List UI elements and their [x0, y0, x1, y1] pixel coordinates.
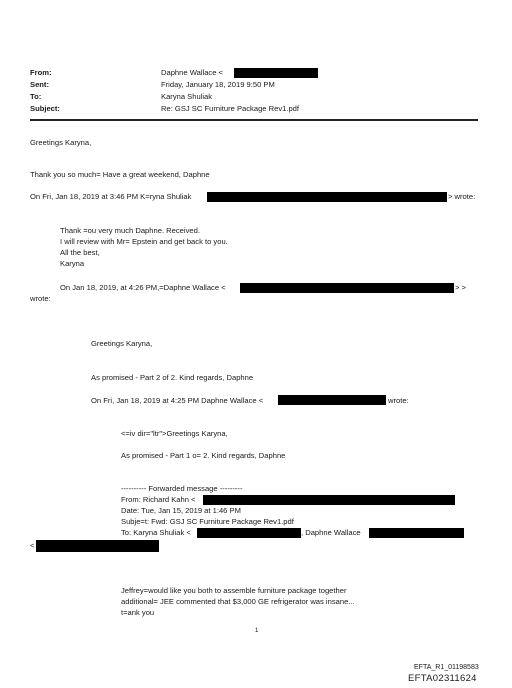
- jeffrey-line-3: t=ank you: [121, 608, 155, 617]
- subject-label: Subject:: [30, 104, 60, 113]
- forwarded-to-mid: , Daphne Wallace: [301, 528, 361, 537]
- reply-line-2: I will review with Mr= Epstein and get back to you.: [60, 237, 228, 246]
- bates-number-1: EFTA_R1_01198583: [414, 664, 479, 671]
- forwarded-cc: <: [30, 541, 35, 550]
- redaction-box: [207, 192, 447, 202]
- jeffrey-line-1: Jeffrey=would like you both to assemble furniture package together: [121, 586, 347, 595]
- forwarded-to: To: Karyna Shuliak <: [121, 528, 191, 537]
- from-value: Daphne Wallace <: [161, 68, 223, 77]
- reply-line-3: All the best,: [60, 248, 100, 257]
- header-rule: [30, 119, 478, 121]
- page-number: 1: [255, 628, 259, 634]
- greeting: Greetings Karyna,: [30, 138, 92, 147]
- promise-1: As promised - Part 1 o= 2. Kind regards, Daphne: [121, 451, 286, 460]
- div-greeting: <=iv dir="ltr">Greetings Karyna,: [121, 429, 228, 438]
- forwarded-header: ---------- Forwarded message ---------: [121, 484, 243, 493]
- redaction-box: [197, 528, 301, 538]
- redaction-box: [369, 528, 464, 538]
- to-label: To:: [30, 92, 42, 101]
- quote-line-1-end: > wrote:: [448, 192, 476, 201]
- forwarded-date: Date: Tue, Jan 15, 2019 at 1:46 PM: [121, 506, 241, 515]
- reply-line-1: Thank =ou very much Daphne. Received.: [60, 226, 200, 235]
- forwarded-subject: Subje=t: Fwd: GSJ SC Furniture Package Rev1.pdf: [121, 517, 294, 526]
- quote-line-2-end: > >: [455, 283, 466, 292]
- jeffrey-line-2: additional= JEE commented that $3,000 GE refrigerator was insane...: [121, 597, 355, 606]
- quote-line-3: On Fri, Jan 18, 2019 at 4:25 PM Daphne Wallace <: [91, 396, 264, 405]
- quote-line-1: On Fri, Jan 18, 2019 at 3:46 PM K=ryna Shuliak: [30, 192, 192, 201]
- redaction-box: [203, 495, 455, 505]
- from-label: From:: [30, 68, 52, 77]
- quote-line-2: On Jan 18, 2019, at 4:26 PM,=Daphne Wallace <: [60, 283, 226, 292]
- promise-2: As promised - Part 2 of 2. Kind regards, Daphne: [91, 373, 254, 382]
- redaction-box: [234, 68, 318, 78]
- bates-number-2: EFTA02311624: [408, 673, 477, 684]
- quote-line-3-end: wrote:: [388, 396, 409, 405]
- subject-value: Re: GSJ SC Furniture Package Rev1.pdf: [161, 104, 300, 113]
- reply-line-4: Karyna: [60, 259, 85, 268]
- sent-value: Friday, January 18, 2019 9:50 PM: [161, 80, 275, 89]
- redaction-box: [240, 283, 454, 293]
- to-value: Karyna Shuliak: [161, 92, 213, 101]
- sent-label: Sent:: [30, 80, 49, 89]
- redaction-box: [36, 540, 159, 552]
- thanks-line: Thank you so much= Have a great weekend, Daphne: [30, 170, 210, 179]
- greeting-2: Greetings Karyna,: [91, 339, 153, 348]
- redaction-box: [278, 395, 386, 405]
- forwarded-from: From: Richard Kahn <: [121, 495, 196, 504]
- quote-line-2-wrote: wrote:: [30, 294, 51, 303]
